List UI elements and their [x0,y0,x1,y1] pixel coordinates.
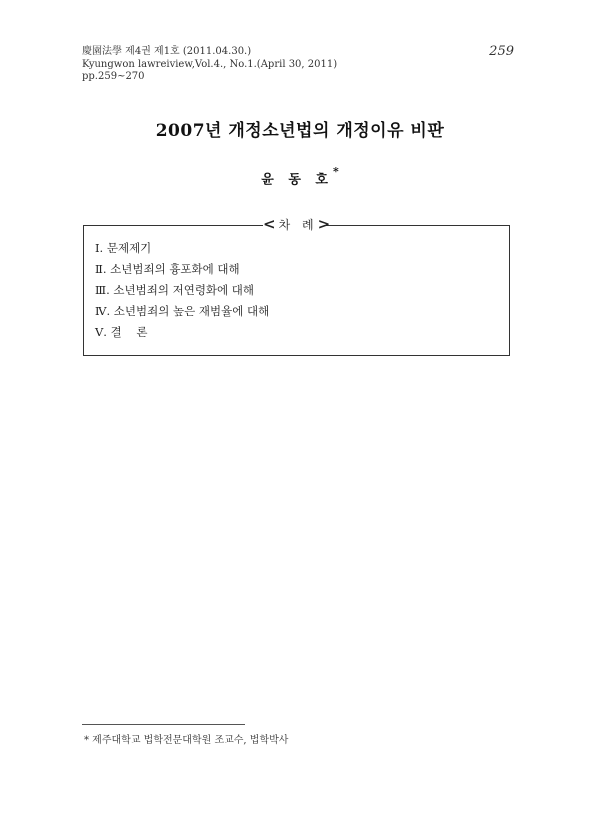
author-name: 윤 동 호 [261,172,333,188]
journal-header [82,46,337,84]
toc-item-violence: Ⅱ. 소년범죄의 흉포화에 대해 [95,262,240,276]
paper-title: 2007년 개정소년법의 개정이유 비판 [155,121,445,141]
author-footnote-mark: * [332,165,339,178]
toc-heading [263,215,331,233]
toc-item-introduction: Ⅰ. 문제제기 [95,241,152,255]
toc-heading-label: 차 례 [278,218,318,232]
journal-volume-line: 慶園法學 제4권 제1호 (2011.04.30.) [82,46,252,57]
toc-item-conclusion: Ⅴ. 결 론 [95,325,148,339]
page-number: 259 [489,44,514,59]
toc-heading-right-bracket: > [317,215,331,233]
journal-english-line: Kyungwon lawreiview,Vol.4., No.1.(April 30, 2011) [82,58,338,70]
toc-item-recidivism: Ⅳ. 소년범죄의 높은 재범율에 대해 [95,304,270,318]
toc-top-rule-right [325,225,510,226]
toc-top-rule-left [83,225,263,226]
toc-item-younger-age: Ⅲ. 소년범죄의 저연령화에 대해 [95,283,255,297]
author-footnote: * 제주대학교 법학전문대학원 조교수, 법학박사 [84,735,289,746]
toc-heading-left-bracket: < [263,215,276,233]
toc-list [95,238,269,343]
journal-page-range: pp.259~270 [82,71,145,82]
footnote-divider [82,724,245,725]
author [0,165,600,188]
